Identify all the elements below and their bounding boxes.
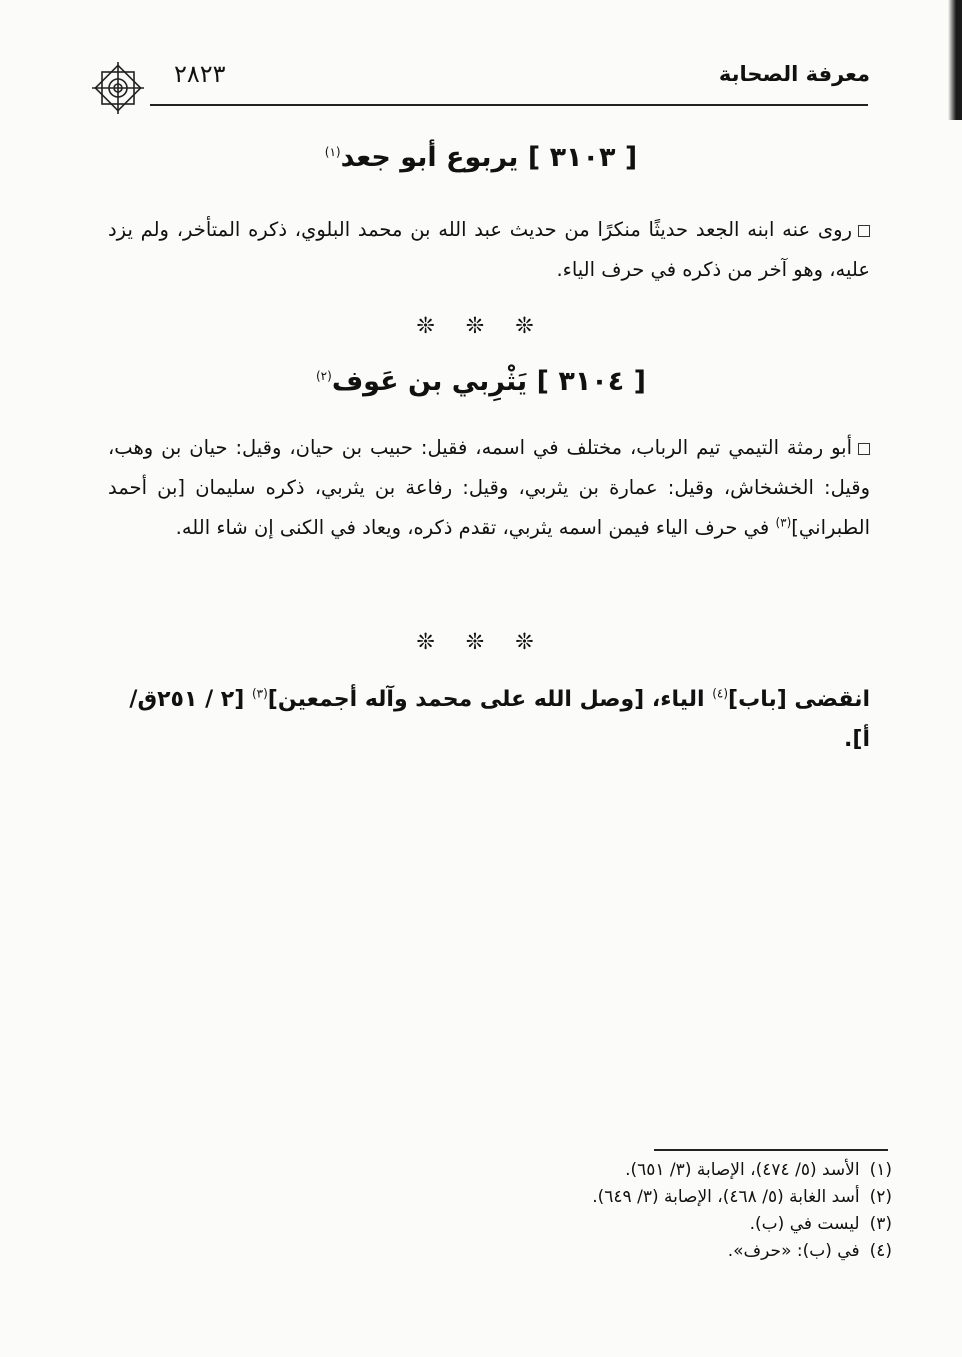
- page-number: ٢٨٢٣: [174, 60, 226, 88]
- footnote-ref: (٢): [315, 369, 332, 383]
- footnote-item: [492, 1184, 892, 1211]
- footnote-number: (٣): [869, 1214, 892, 1234]
- footnote-text: أسد الغابة (٥/ ٤٦٨)، الإصابة (٣/ ٦٤٩).: [592, 1187, 860, 1207]
- separator-stars: ❊ ❊ ❊: [416, 630, 546, 655]
- chapter-closing: [110, 680, 870, 760]
- footnote-ref: (٤): [712, 686, 729, 701]
- paragraph-marker-icon: [858, 225, 870, 237]
- entry-body-text: روى عنه ابنه الجعد حديثًا منكرًا من حديث عبد الله بن محمد البلوي، ذكره المتأخر، ولم يزد عليه، وهو آخر من ذكره في حرف الياء.: [108, 218, 870, 281]
- footnote-text: ليست في (ب).: [749, 1214, 860, 1234]
- entry-heading-text: [ ٣١٠٣ ] يربوع أبو جعد: [340, 142, 638, 173]
- scan-edge-shadow: [948, 0, 962, 120]
- header-rule: [150, 104, 868, 106]
- footnote-number: (١): [869, 1160, 892, 1180]
- footnote-rule: [654, 1149, 888, 1151]
- page-header: [88, 60, 870, 100]
- footnote-text: في (ب): «حرف».: [727, 1241, 860, 1261]
- closing-text-1: انقضى [باب]: [728, 687, 870, 712]
- footnote-number: (٤): [869, 1241, 892, 1261]
- running-title: معرفة الصحابة: [718, 62, 870, 86]
- star-ornament-icon: [88, 58, 148, 118]
- entry-heading-3103: [0, 142, 962, 173]
- footnotes: [492, 1157, 892, 1265]
- footnote-number: (٢): [869, 1187, 892, 1207]
- footnote-text: الأسد (٥/ ٤٧٤)، الإصابة (٣/ ٦٥١).: [625, 1160, 860, 1180]
- footnote-ref: (٣): [251, 686, 268, 701]
- footnote-item: [492, 1238, 892, 1265]
- entry-body-3104: [108, 428, 870, 548]
- closing-text-3: [٢ / ٢٥١ق/أ].: [129, 687, 870, 752]
- paragraph-marker-icon: [858, 443, 870, 455]
- entry-body-text-2: في حرف الياء فيمن اسمه يثربي، تقدم ذكره، ويعاد في الكنى إن شاء الله.: [175, 516, 776, 539]
- footnote-ref: (٣): [775, 515, 792, 530]
- footnote-item: [492, 1211, 892, 1238]
- footnote-ref: (١): [324, 145, 341, 159]
- entry-body-text-1: أبو رمثة التيمي تيم الرباب، مختلف في اسمه، فقيل: حبيب بن حيان، وقيل: حيان بن وهب، وقيل: الخشخاش، وقيل: عمارة بن يثربي، وقيل: رفاعة بن يثربي، ذكره سليمان [بن أحمد الطبراني]: [108, 436, 870, 539]
- entry-heading-3104: [0, 366, 962, 397]
- separator-stars: ❊ ❊ ❊: [416, 314, 546, 339]
- entry-heading-text: [ ٣١٠٤ ] يَثْرِبي بن عَوف: [331, 366, 647, 397]
- footnote-item: [492, 1157, 892, 1184]
- closing-text-2: الياء، [وصل الله على محمد وآله أجمعين]: [267, 687, 713, 712]
- entry-body-3103: [108, 210, 870, 290]
